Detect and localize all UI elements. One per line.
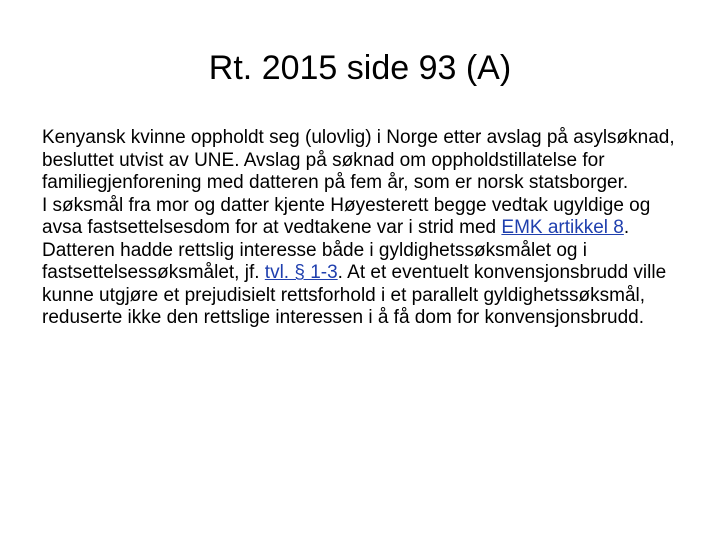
paragraph-case-facts	[42, 127, 682, 195]
slide-title: Rt. 2015 side 93 (A)	[208, 49, 512, 87]
paragraph-text: Datteren hadde rettslig interesse både i gyldighetssøksmålet og i fastsettelsessøksmålet, jf.	[42, 239, 587, 283]
tvl-section-1-3-link[interactable]: tvl. § 1-3	[264, 262, 338, 283]
paragraph-ruling	[42, 195, 682, 240]
slide-body	[42, 127, 682, 330]
paragraph-text: I søksmål fra mor og datter kjente Høyesterett begge vedtak ugyldige og avsa fastsettelsesdom for at vedtakene var i strid med	[42, 194, 651, 238]
emk-article-8-link[interactable]: EMK artikkel 8	[501, 217, 624, 238]
paragraph-text: Kenyansk kvinne oppholdt seg (ulovlig) i Norge etter avslag på asylsøknad, besluttet utvist av UNE. Avslag på søknad om oppholdstillatelse for familiegjenforening med datteren på fem år, som er norsk statsborger.	[42, 127, 675, 193]
paragraph-legal-interest	[42, 240, 682, 330]
paragraph-text: . At et eventuelt konvensjonsbrudd ville kunne utgjøre et prejudisielt rettsforhold i et parallelt gyldighetssøksmål, reduserte ikke den rettslige interessen i å få dom for konvensjonsbrudd.	[42, 262, 667, 328]
paragraph-text: .	[623, 217, 630, 238]
